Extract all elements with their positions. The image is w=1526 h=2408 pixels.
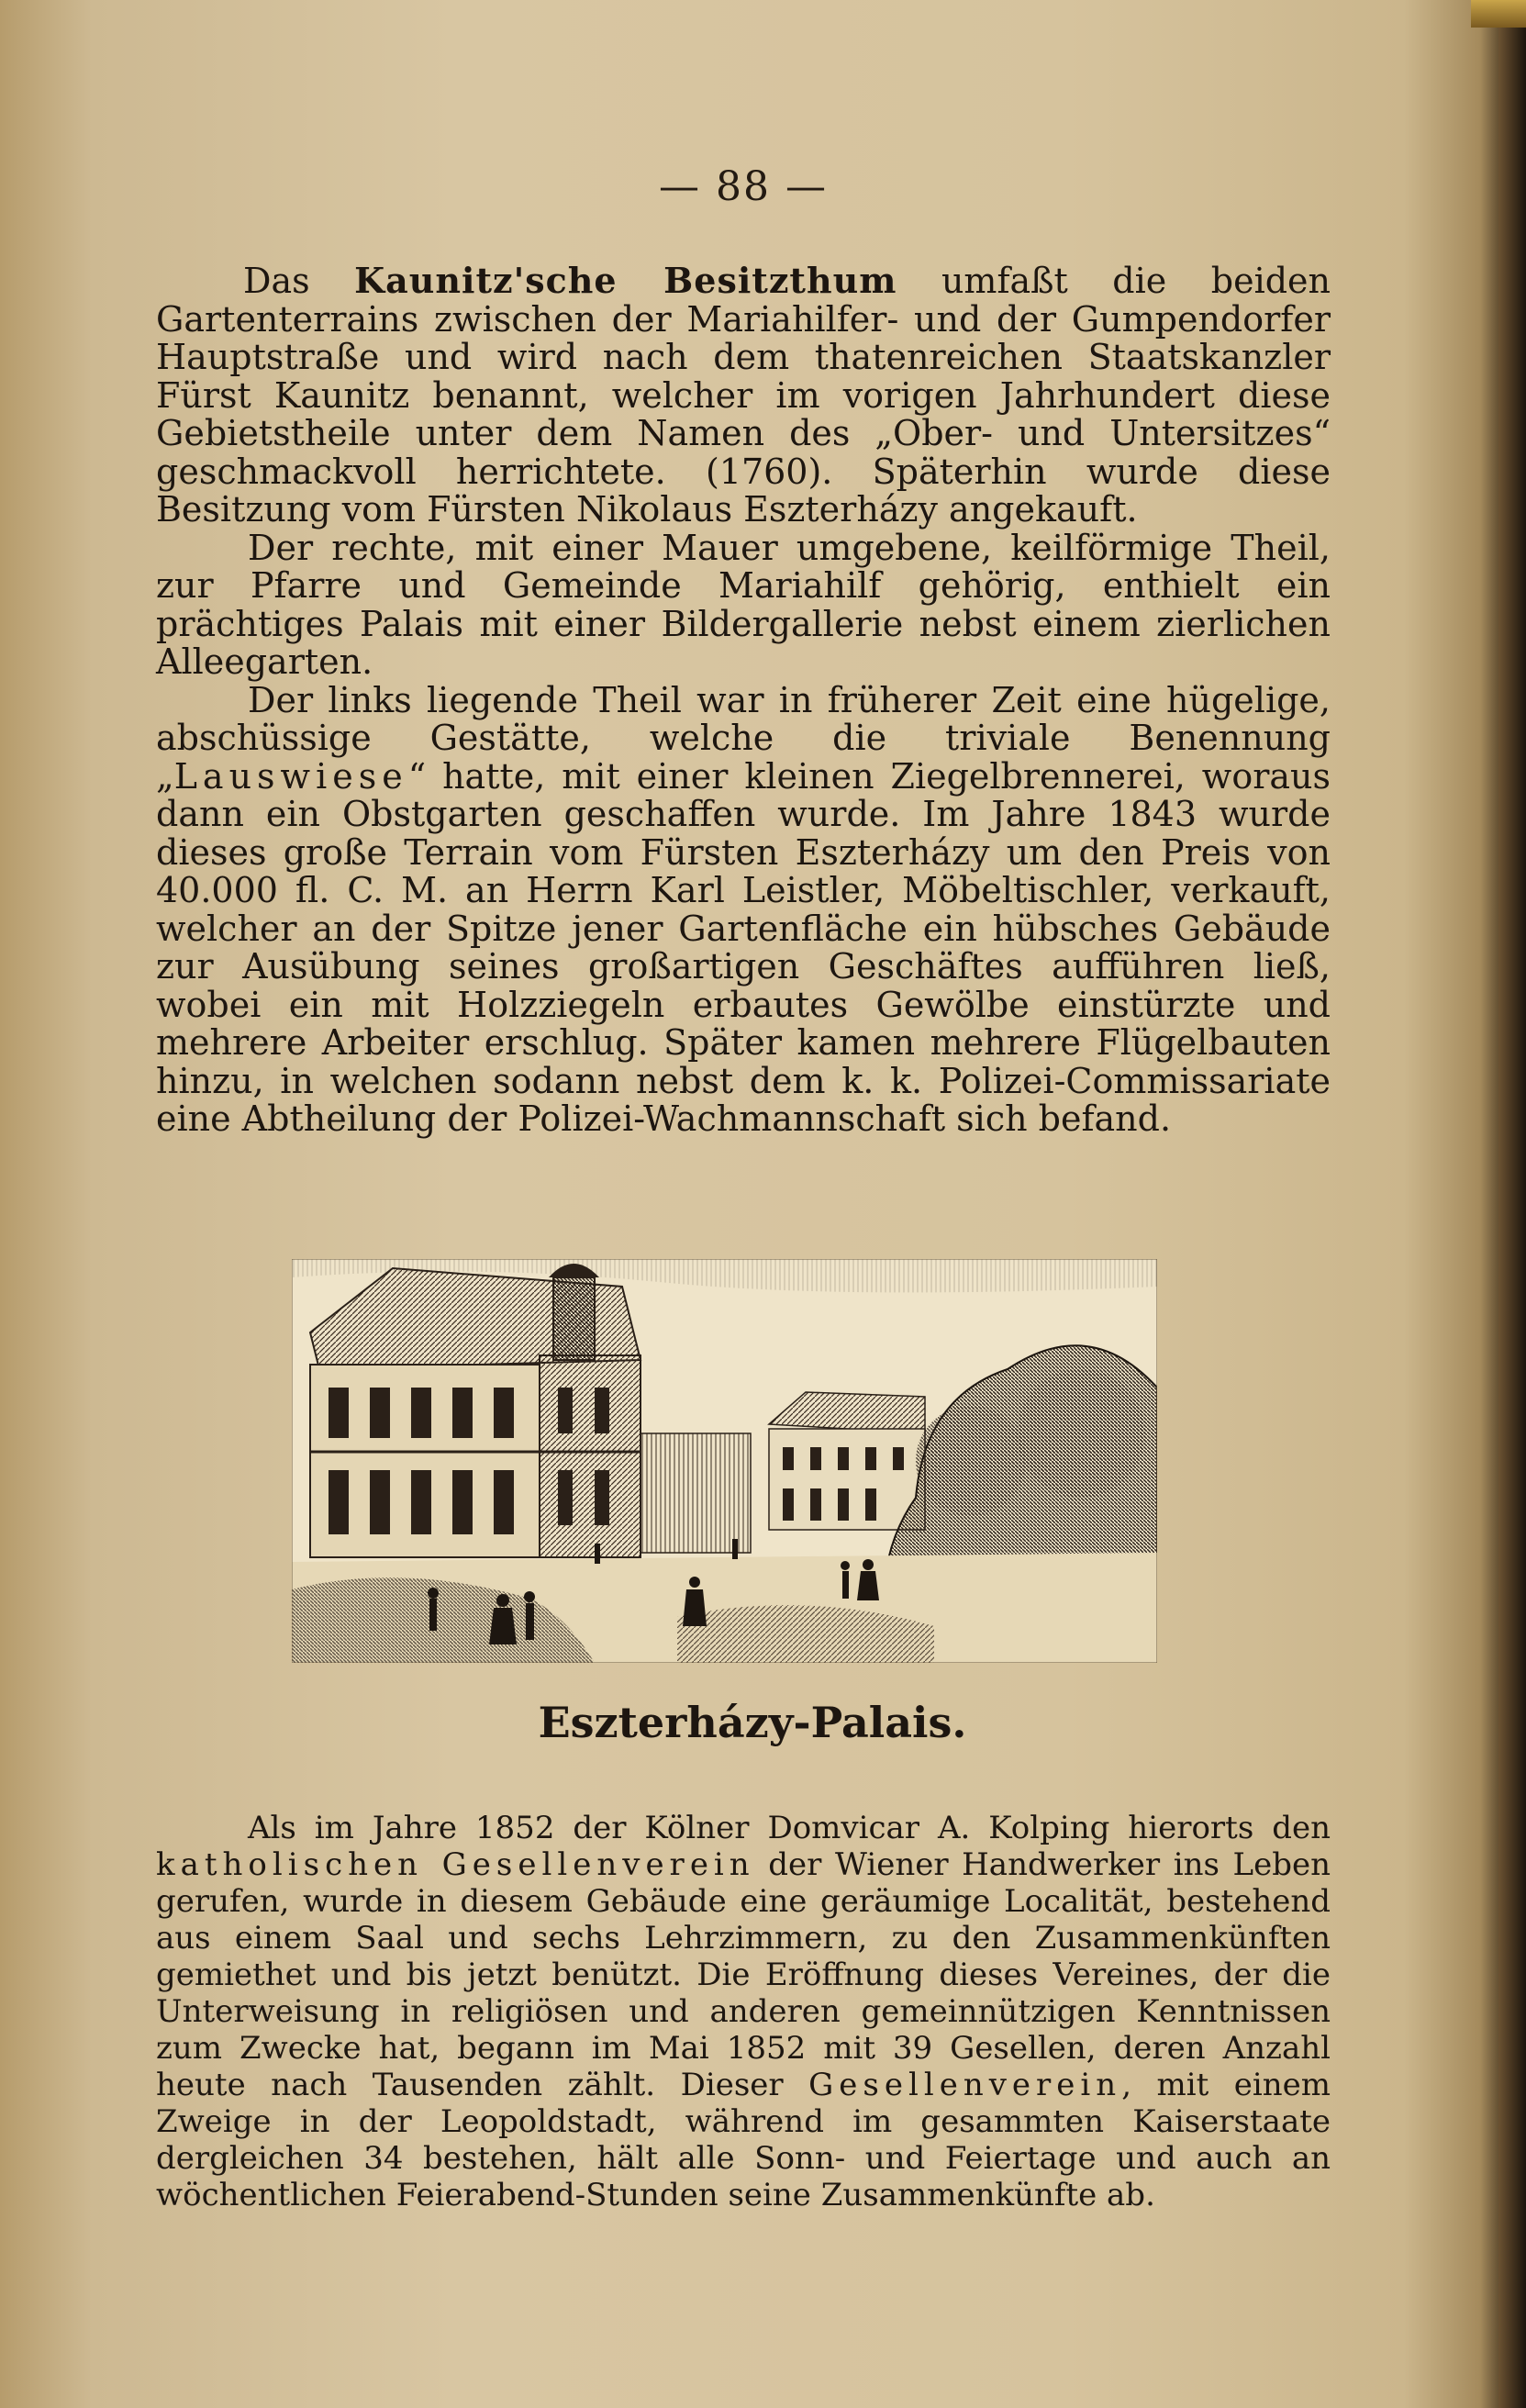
- gilded-edge: [1471, 0, 1526, 28]
- small-paragraph-rest: , mit einem Zweige in der Leopoldstadt, während im gesammten Kaiserstaate dergleichen 34 bestehen, hält alle Sonn- und Feiertage und auch an wöchentlichen Feierabend-Stunden seine Zusammenkünfte ab.: [156, 2067, 1331, 2213]
- paragraph-1: [156, 262, 1331, 530]
- paragraph-3-text: “ hatte, mit einer kleinen Ziegelbrennerei, woraus dann ein Obstgarten geschaffen wurde. Im Jahre 1843 wurde dieses große Terrain vom Fürsten Eszterházy um den Preis von 40.000 fl. C. M. an Herrn Karl Leistler, Möbeltischler, verkauft, welcher an der Spitze jener Gartenfläche ein hübsches Gebäude zur Ausübung seines großartigen Geschäftes aufführen ließ, wobei ein mit Holzziegeln erbautes Gewölbe einstürzte und mehrere Arbeiter erschlug. Später kamen mehrere Flügelbauten hinzu, in welchen sodann nebst dem k. k. Polizei-Commissariate eine Abtheilung der Polizei-Wachmannschaft sich befand.: [156, 755, 1331, 1139]
- paragraph-2: Der rechte, mit einer Mauer umgebene, keilförmige Theil, zur Pfarre und Gemeinde Mariahilf gehörig, enthielt ein prächtiges Palais mit einer Bildergallerie nebst einem zierlichen Alleegarten.: [156, 527, 1331, 682]
- small-paragraph-middle: der Wiener Handwerker ins Leben gerufen, wurde in diesem Gebäude eine geräumige Localität, bestehend aus einem Saal und sechs Lehrzimmern, zu den Zusammenkünften gemiethet und bis jetzt benützt. Die Eröffnung dieses Vereines, der die Unterweisung in religiösen und anderen gemeinnützigen Kenntnissen zum Zwecke hat, begann im Mai 1852 mit 39 Gesellen, deren Anzahl heute nach Tausenden zählt. Dieser: [156, 1846, 1331, 2103]
- book-edge: [1498, 0, 1526, 2408]
- gesellenverein-paragraph: [156, 1810, 1331, 2213]
- secondary-text: [156, 1810, 1331, 2213]
- paragraph-1-text: umfaßt die beiden Gartenterrains zwischen der Mariahilfer- und der Gumpendorfer Hauptstraße und wird nach dem thatenreichen Staatskanzler Fürst Kaunitz benannt, welcher im vorigen Jahrhundert diese Gebietstheile unter dem Namen des „Ober- und Untersitzes“ geschmackvoll herrichtete. (1760). Späterhin wurde diese Besitzung vom Fürsten Nikolaus Eszterházy angekauft.: [156, 261, 1331, 530]
- illustration-caption: Eszterházy-Palais.: [538, 1698, 967, 1747]
- page-number: — 88 —: [659, 163, 828, 210]
- paragraph-3: [156, 679, 1331, 1139]
- kaunitz-heading: Kaunitz'sche Besitzthum: [354, 260, 897, 301]
- katholischer-gesellenverein-term: katholischen Gesellenverein: [156, 1846, 755, 1883]
- paragraph-1-prefix: Das: [243, 261, 355, 301]
- paragraph-3-prefix: Der links liegende Theil war in früherer Zeit eine hügelige, abschüssige Gestätte, welche die triviale Benennung „: [156, 679, 1331, 797]
- gesellenverein-term: Gesellenverein: [808, 2067, 1122, 2103]
- palace-engraving: [292, 1259, 1157, 1663]
- lauswiese-term: Lauswiese: [173, 755, 408, 797]
- small-paragraph-prefix: Als im Jahre 1852 der Kölner Domvicar A. Kolping hierorts den: [248, 1810, 1331, 1846]
- main-text: [156, 262, 1331, 1139]
